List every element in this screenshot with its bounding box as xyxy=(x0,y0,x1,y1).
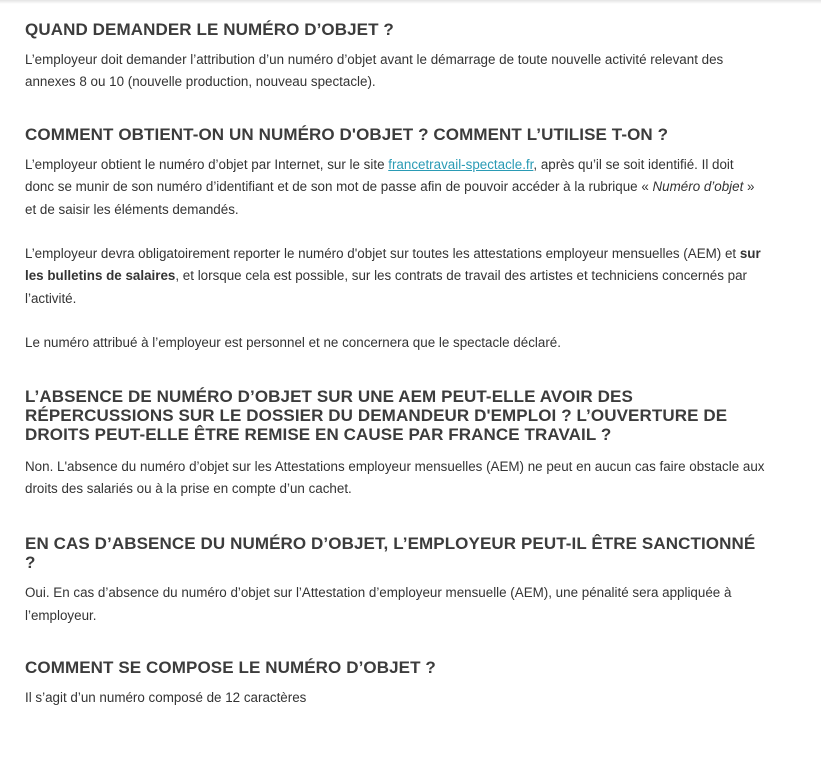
section-heading: QUAND DEMANDER LE NUMÉRO D’OBJET ? xyxy=(25,20,394,39)
faq-section-when xyxy=(25,20,765,94)
faq-section-sanction xyxy=(25,534,765,627)
text-span: » et de saisir les éléments demandés. xyxy=(25,179,755,217)
text-span: L’employeur devra obligatoirement reporter le numéro d'objet sur toutes les attestations employeur mensuelles (AEM) et xyxy=(25,246,740,262)
bold-text: sur les bulletins de salaires xyxy=(25,246,761,284)
section-paragraph: Il s’agit d’un numéro composé de 12 caractères xyxy=(25,690,307,706)
section-heading: L’ABSENCE DE NUMÉRO D’OBJET SUR UNE AEM PEUT-ELLE AVOIR DES RÉPERCUSSIONS SUR LE DOSSIER DU DEMANDEUR D'EMPLOI ? L’OUVERTURE DE DROITS PEUT-ELLE ÊTRE REMISE EN CAUSE PAR FRANCE TRAVAIL ? xyxy=(25,386,728,444)
section-paragraph: Le numéro attribué à l’employeur est personnel et ne concernera que le spectacle déclaré. xyxy=(25,335,561,351)
text-span: , et lorsque cela est possible, sur les contrats de travail des artistes et techniciens concernés par l’activité. xyxy=(25,268,747,306)
section-paragraph xyxy=(25,154,765,221)
francetravail-spectacle-link[interactable]: francetravail-spectacle.fr xyxy=(388,156,534,172)
top-shadow xyxy=(0,0,821,4)
section-heading: EN CAS D’ABSENCE DU NUMÉRO D’OBJET, L’EMPLOYEUR PEUT-IL ÊTRE SANCTIONNÉ ? xyxy=(25,534,756,573)
faq-section-absence-impact xyxy=(25,387,765,501)
italic-text: Numéro d’objet xyxy=(652,179,744,195)
faq-section-how-obtain xyxy=(25,125,765,355)
faq-content xyxy=(25,20,765,710)
section-paragraph: L’employeur doit demander l’attribution d’un numéro d’objet avant le démarrage de toute nouvelle activité relevant des annexes 8 ou 10 (nouvelle production, nouveau spectacle). xyxy=(25,52,724,90)
section-paragraph: Non. L'absence du numéro d’objet sur les Attestations employeur mensuelles (AEM) ne peut en aucun cas faire obstacle aux droits des salariés ou à la prise en compte d’un cachet. xyxy=(25,458,765,497)
section-heading: COMMENT SE COMPOSE LE NUMÉRO D’OBJET ? xyxy=(25,658,436,678)
section-heading: COMMENT OBTIENT-ON UN NUMÉRO D'OBJET ? COMMENT L’UTILISE T-ON ? xyxy=(25,124,669,144)
faq-section-composition xyxy=(25,658,765,709)
section-paragraph xyxy=(25,243,765,310)
text-span: , après qu’il se soit identifié. Il doit donc se munir de son numéro d’identifiant et de son mot de passe afin de pouvoir accéder à la rubrique « xyxy=(25,156,734,195)
text-span: L’employeur obtient le numéro d’objet par Internet, sur le site xyxy=(25,156,389,172)
section-paragraph: Oui. En cas d’absence du numéro d’objet sur l’Attestation d’employeur mensuelle (AEM), une pénalité sera appliquée à l’employeur. xyxy=(25,585,732,623)
